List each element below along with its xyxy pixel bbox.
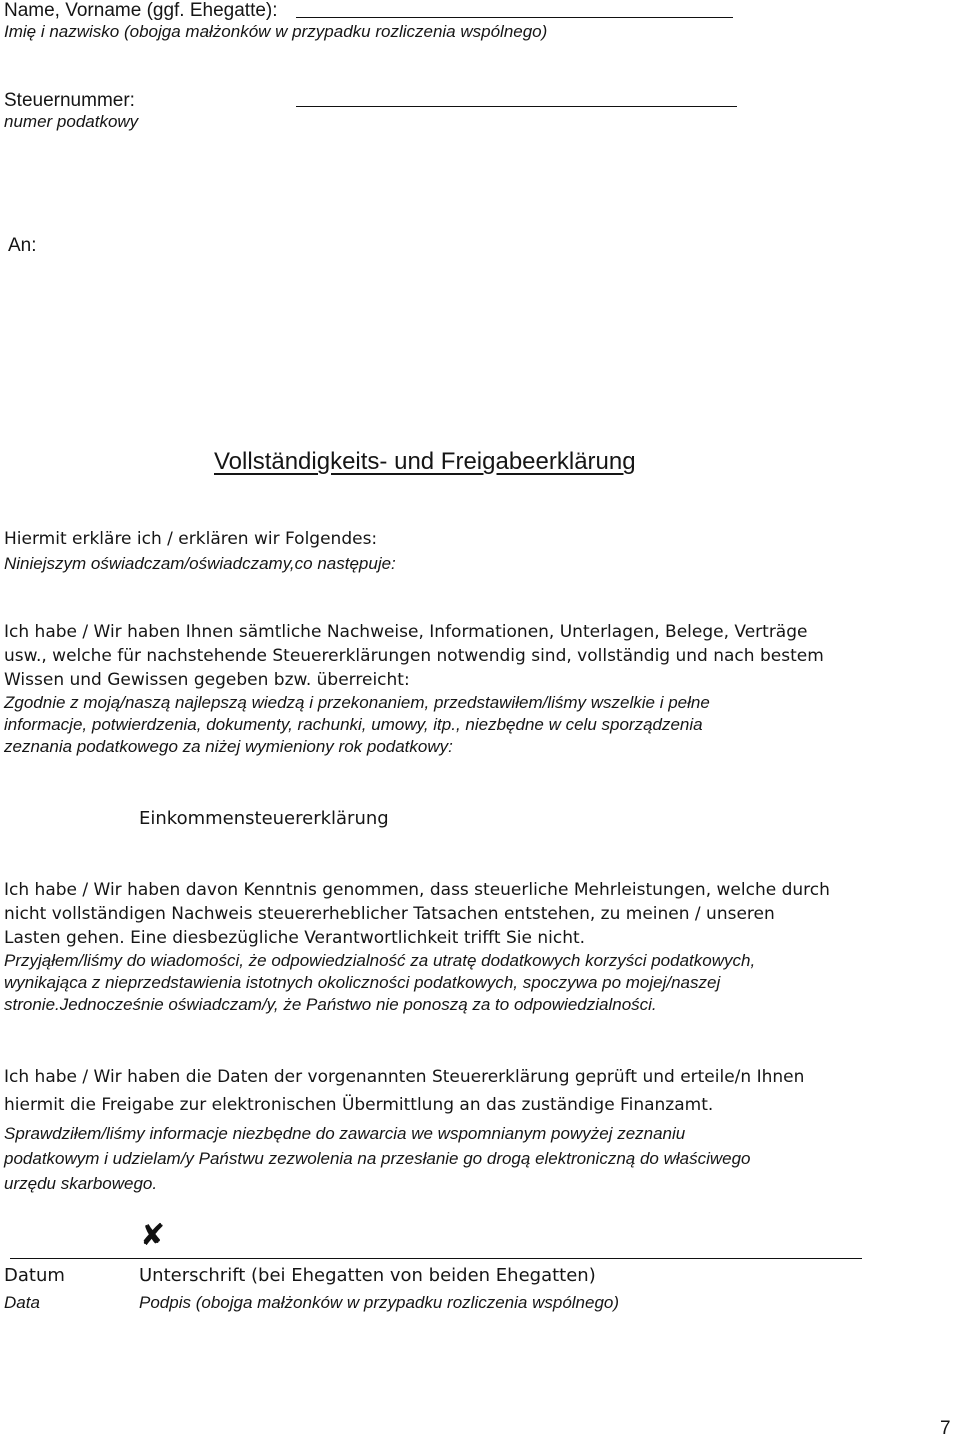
completeness-paragraph bbox=[4, 620, 934, 758]
intro-text-polish: Niniejszym oświadczam/oświadczamy,co następuje: bbox=[4, 554, 396, 573]
paragraph-line: usw., welche für nachstehende Steuererklärungen notwendig sind, vollständig und nach bestem bbox=[4, 646, 824, 666]
signature-line[interactable] bbox=[10, 1258, 862, 1259]
declaration-type: Einkommensteuererklärung bbox=[139, 808, 389, 829]
date-label-polish: Data bbox=[4, 1293, 40, 1312]
name-label: Name, Vorname (ggf. Ehegatte): bbox=[4, 0, 278, 21]
paragraph-line: hiermit die Freigabe zur elektronischen Übermittlung an das zuständige Finanzamt. bbox=[4, 1095, 714, 1115]
page-number: 7 bbox=[940, 1418, 951, 1439]
paragraph-line: Ich habe / Wir haben davon Kenntnis genommen, dass steuerliche Mehrleistungen, welche durch bbox=[4, 880, 830, 900]
paragraph-line-polish: Zgodnie z moją/naszą najlepszą wiedzą i przekonaniem, przedstawiłem/liśmy wszelkie i pełne bbox=[4, 693, 710, 712]
name-label-polish: Imię i nazwisko (obojga małżonków w przypadku rozliczenia wspólnego) bbox=[4, 22, 548, 41]
paragraph-line-polish: Sprawdziłem/liśmy informacje niezbędne do zawarcia we wspomnianym powyżej zeznaniu bbox=[4, 1124, 686, 1143]
name-input-line[interactable] bbox=[296, 17, 733, 18]
paragraph-line-polish: zeznania podatkowego za niżej wymieniony rok podatkowy: bbox=[4, 737, 453, 756]
intro-text: Hiermit erkläre ich / erklären wir Folgendes: bbox=[4, 529, 378, 549]
sign-here-icon: ✘ bbox=[140, 1218, 166, 1253]
release-paragraph bbox=[4, 1063, 934, 1196]
paragraph-line: Ich habe / Wir haben die Daten der vorgenannten Steuererklärung geprüft und erteile/n Ihnen bbox=[4, 1067, 805, 1087]
paragraph-line-polish: wynikająca z nieprzedstawienia istotnych okoliczności podatkowych, spoczywa po mojej/naszej bbox=[4, 973, 721, 992]
liability-paragraph bbox=[4, 878, 934, 1016]
paragraph-line: Ich habe / Wir haben Ihnen sämtliche Nachweise, Informationen, Unterlagen, Belege, Verträge bbox=[4, 622, 808, 642]
paragraph-line-polish: stronie.Jednocześnie oświadczam/y, że Państwo nie ponoszą za to odpowiedzialności. bbox=[4, 995, 657, 1014]
paragraph-line: nicht vollständigen Nachweis steuererheblicher Tatsachen entstehen, zu meinen / unseren bbox=[4, 904, 775, 924]
paragraph-line-polish: urzędu skarbowego. bbox=[4, 1174, 158, 1193]
signature-label-polish: Podpis (obojga małżonków w przypadku rozliczenia wspólnego) bbox=[139, 1293, 620, 1312]
recipient-label: An: bbox=[8, 235, 37, 256]
date-label: Datum bbox=[4, 1265, 65, 1286]
tax-number-label: Steuernummer: bbox=[4, 90, 135, 111]
paragraph-line: Lasten gehen. Eine diesbezügliche Verantwortlichkeit trifft Sie nicht. bbox=[4, 928, 586, 948]
paragraph-line-polish: podatkowym i udzielam/y Państwu zezwolenia na przesłanie go drogą elektroniczną do właściwego bbox=[4, 1149, 751, 1168]
tax-number-label-polish: numer podatkowy bbox=[4, 112, 139, 131]
signature-label: Unterschrift (bei Ehegatten von beiden Ehegatten) bbox=[139, 1265, 596, 1286]
document-title: Vollständigkeits- und Freigabeerklärung bbox=[214, 448, 636, 475]
paragraph-line-polish: informacje, potwierdzenia, dokumenty, rachunki, umowy, itp., niezbędne w celu sporządzenia bbox=[4, 715, 703, 734]
tax-number-input-line[interactable] bbox=[296, 106, 737, 107]
paragraph-line-polish: Przyjąłem/liśmy do wiadomości, że odpowiedzialność za utratę dodatkowych korzyści podatkowych, bbox=[4, 951, 756, 970]
paragraph-line: Wissen und Gewissen gegeben bzw. überreicht: bbox=[4, 670, 410, 690]
